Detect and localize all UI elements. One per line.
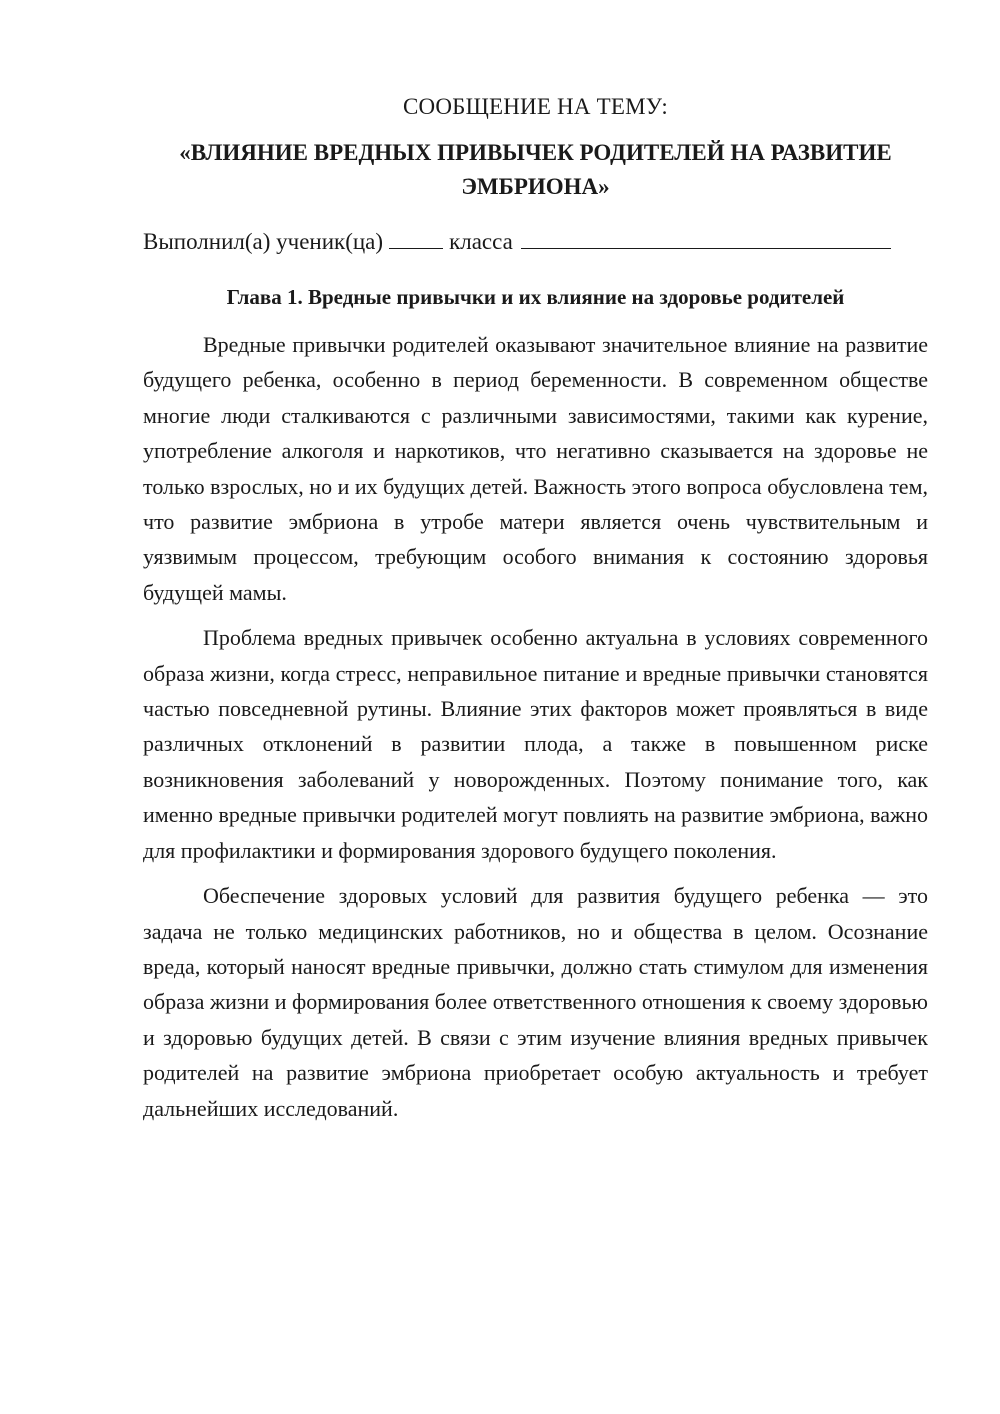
document-title: «ВЛИЯНИЕ ВРЕДНЫХ ПРИВЫЧЕК РОДИТЕЛЕЙ НА РАЗВИТИЕ ЭМБРИОНА» <box>179 140 892 199</box>
paragraph: Обеспечение здоровых условий для развития будущего ребенка — это задача не только медицинских работников, но и общества в целом. Осознание вреда, который наносят вредные привычки, должно стать стимулом для изменения образа жизни и формирования более ответственного отношения к своему здоровью и здоровью будущих детей. В связи с этим изучение влияния вредных привычек родителей на развитие эмбриона приобретает особую актуальность и требует дальнейших исследований. <box>143 883 928 1121</box>
paragraph: Вредные привычки родителей оказывают значительное влияние на развитие будущего ребенка, особенно в период беременности. В современном обществе многие люди сталкиваются с различными зависимостями, такими как курение, употребление алкоголя и наркотиков, что негативно сказывается на здоровье не только взрослых, но и их будущих детей. Важность этого вопроса обусловлена тем, что развитие эмбриона в утробе матери является очень чувствительным и уязвимым процессом, требующим особого внимания к состоянию здоровья будущей мамы. <box>143 332 928 605</box>
class-blank-line <box>389 224 443 249</box>
document-label: СООБЩЕНИЕ НА ТЕМУ: <box>403 94 668 119</box>
paragraph: Проблема вредных привычек особенно актуальна в условиях современного образа жизни, когда стресс, неправильное питание и вредные привычки становятся частью повседневной рутины. Влияние этих факторов может проявляться в виде различных отклонений в развитии плода, а также в повышенном риске возникновения заболеваний у новорожденных. Поэтому понимание того, как именно вредные привычки родителей могут повлиять на развитие эмбриона, важно для профилактики и формирования здорового будущего поколения. <box>143 625 928 863</box>
chapter-title: Глава 1. Вредные привычки и их влияние на здоровье родителей <box>226 285 845 309</box>
byline-middle: класса <box>449 229 513 254</box>
byline <box>143 224 928 259</box>
name-blank-line <box>521 224 891 249</box>
document-page <box>143 90 928 1126</box>
byline-prefix: Выполнил(а) ученик(ца) <box>143 229 384 254</box>
